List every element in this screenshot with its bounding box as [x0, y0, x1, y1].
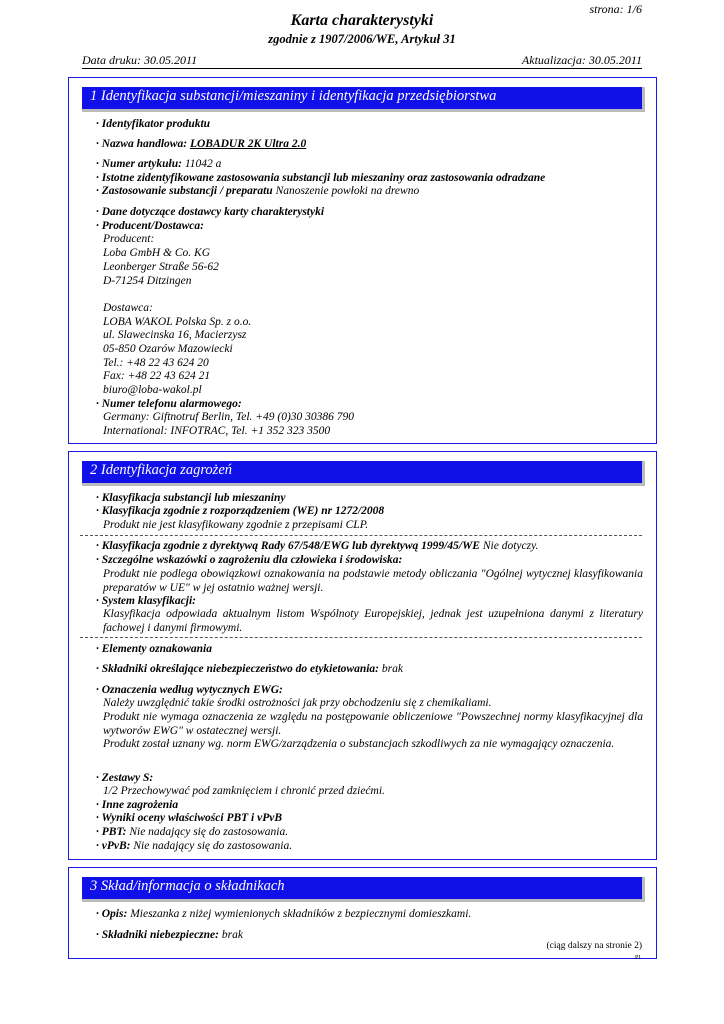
s2-s-phrase-text: 1/2 Przechowywać pod zamknięciem i chronić przed dziećmi.: [103, 785, 385, 797]
supplier-line: 05-850 Ozarów Mazowiecki: [103, 343, 233, 355]
s1-trade-name: · Nazwa handlowa: LOBADUR 2K Ultra 2.0: [96, 138, 307, 150]
s2-label-elements: · Elementy oznakowania: [96, 643, 212, 655]
supplier-line: Tel.: +48 22 43 624 20: [103, 357, 209, 369]
document-title: Karta charakterystyki: [290, 12, 434, 29]
s1-supplier-data: · Dane dotyczące dostawcy karty charakterystyki: [96, 206, 325, 218]
language-code: PL: [634, 955, 642, 961]
section-2-heading: 2 Identyfikacja zagrożeń: [82, 461, 645, 486]
document-subtitle: zgodnie z 1907/2006/WE, Artykuł 31: [268, 32, 456, 46]
s1-article: · Numer artykułu: 11042 a: [96, 158, 222, 170]
supplier-line: ul. Slawecinska 16, Macierzysz: [103, 329, 247, 341]
supplier-line: Dostawca:: [103, 302, 153, 314]
s2-clp-text: Produkt nie jest klasyfikowany zgodnie z przepisami CLP.: [103, 519, 369, 531]
s1-uses: · Istotne zidentyfikowane zastosowania substancji lub mieszaniny oraz zastosowania odradzane: [96, 172, 546, 184]
emergency-line: International: INFOTRAC, Tel. +1 352 323 3500: [103, 425, 331, 437]
continued-note: (ciąg dalszy na stronie 2): [546, 941, 642, 951]
header-divider: [82, 68, 642, 69]
s2-ewg-text-3: Produkt został uznany wg. norm EWG/zarządzenia o substancjach szkodliwych za nie wymagający oznaczenia.: [103, 738, 615, 750]
print-date: Data druku: 30.05.2011: [82, 53, 198, 67]
s1-producer-supplier: · Producent/Dostawca:: [96, 220, 204, 232]
s1-identifier: · Identyfikator produktu: [96, 118, 211, 130]
s2-pbt: · PBT: Nie nadający się do zastosowania.: [96, 826, 289, 838]
s2-hazard-components: · Składniki określające niebezpieczeństwo do etykietowania: brak: [96, 663, 403, 675]
s1-application: · Zastosowanie substancji / preparatu Nanoszenie powłoki na drewno: [96, 185, 420, 197]
s2-other-hazards: · Inne zagrożenia: [96, 799, 179, 811]
s2-directive: · Klasyfikacja zgodnie z dyrektywą Rady 67/548/EWG lub dyrektywą 1999/45/WE Nie dotyczy.: [96, 540, 539, 552]
supplier-line: Fax: +48 22 43 624 21: [103, 370, 211, 382]
s2-hazard-notes: · Szczególne wskazówki o zagrożeniu dla człowieka i środowiska:: [96, 554, 403, 566]
dashed-divider: [80, 535, 642, 536]
s2-ewg-text-1: Należy uwzględnić takie środki ostrożności jak przy obchodzeniu się z chemikaliami.: [103, 697, 492, 709]
s2-pbt-results: · Wyniki oceny właściwości PBT i vPvB: [96, 812, 283, 824]
s2-clp-classification: · Klasyfikacja zgodnie z rozporządzeniem (WE) nr 1272/2008: [96, 505, 385, 517]
s2-system-text: Klasyfikacja odpowiada aktualnym listom Wspólnoty Europejskiej, jednak jest uzupełniona danymi z literatury fachowej i danymi firmowymi.: [103, 608, 643, 634]
supplier-line: biuro@loba-wakol.pl: [103, 384, 202, 396]
section-1-heading: 1 Identyfikacja substancji/mieszaniny i identyfikacja przedsiębiorstwa: [82, 87, 645, 112]
s3-description: · Opis: Mieszanka z niżej wymienionych składników z bezpiecznymi domieszkami.: [96, 908, 472, 920]
dashed-divider: [80, 637, 642, 638]
s2-ewg-text-2: Produkt nie wymaga oznaczenia ze względu na postępowanie obliczeniowe "Powszechnej normy klasyfikacyjnej dla wytworów EWG" w ostatecznej wersji.: [103, 711, 643, 737]
s3-hazardous-components: · Składniki niebezpieczne: brak: [96, 929, 243, 941]
s2-hazard-text: Produkt nie podlega obowiązkowi oznakowania na podstawie metody obliczania "Ogólnej wytycznej klasyfikowania preparatów w UE" w jej ostatnio ważnej wersji.: [103, 568, 643, 594]
s2-ewg-marks: · Oznaczenia według wytycznych EWG:: [96, 684, 283, 696]
producer-line: Leonberger Straße 56-62: [103, 261, 219, 273]
producer-line: Producent:: [103, 233, 155, 245]
update-date: Aktualizacja: 30.05.2011: [521, 53, 642, 67]
page-number: strona: 1/6: [589, 2, 642, 16]
producer-line: D-71254 Ditzingen: [103, 275, 192, 287]
section-3-heading: 3 Skład/informacja o składnikach: [82, 877, 645, 902]
emergency-line: Germany: Giftnotruf Berlin, Tel. +49 (0)30 30386 790: [103, 411, 355, 423]
s1-emergency: · Numer telefonu alarmowego:: [96, 398, 242, 410]
producer-line: Loba GmbH & Co. KG: [103, 247, 211, 259]
s2-vpvb: · vPvB: Nie nadający się do zastosowania.: [96, 840, 293, 852]
supplier-line: LOBA WAKOL Polska Sp. z o.o.: [103, 316, 252, 328]
s2-s-phrases: · Zestawy S:: [96, 772, 154, 784]
s2-classification: · Klasyfikacja substancji lub mieszaniny: [96, 492, 286, 504]
s2-system: · System klasyfikacji:: [96, 595, 196, 607]
